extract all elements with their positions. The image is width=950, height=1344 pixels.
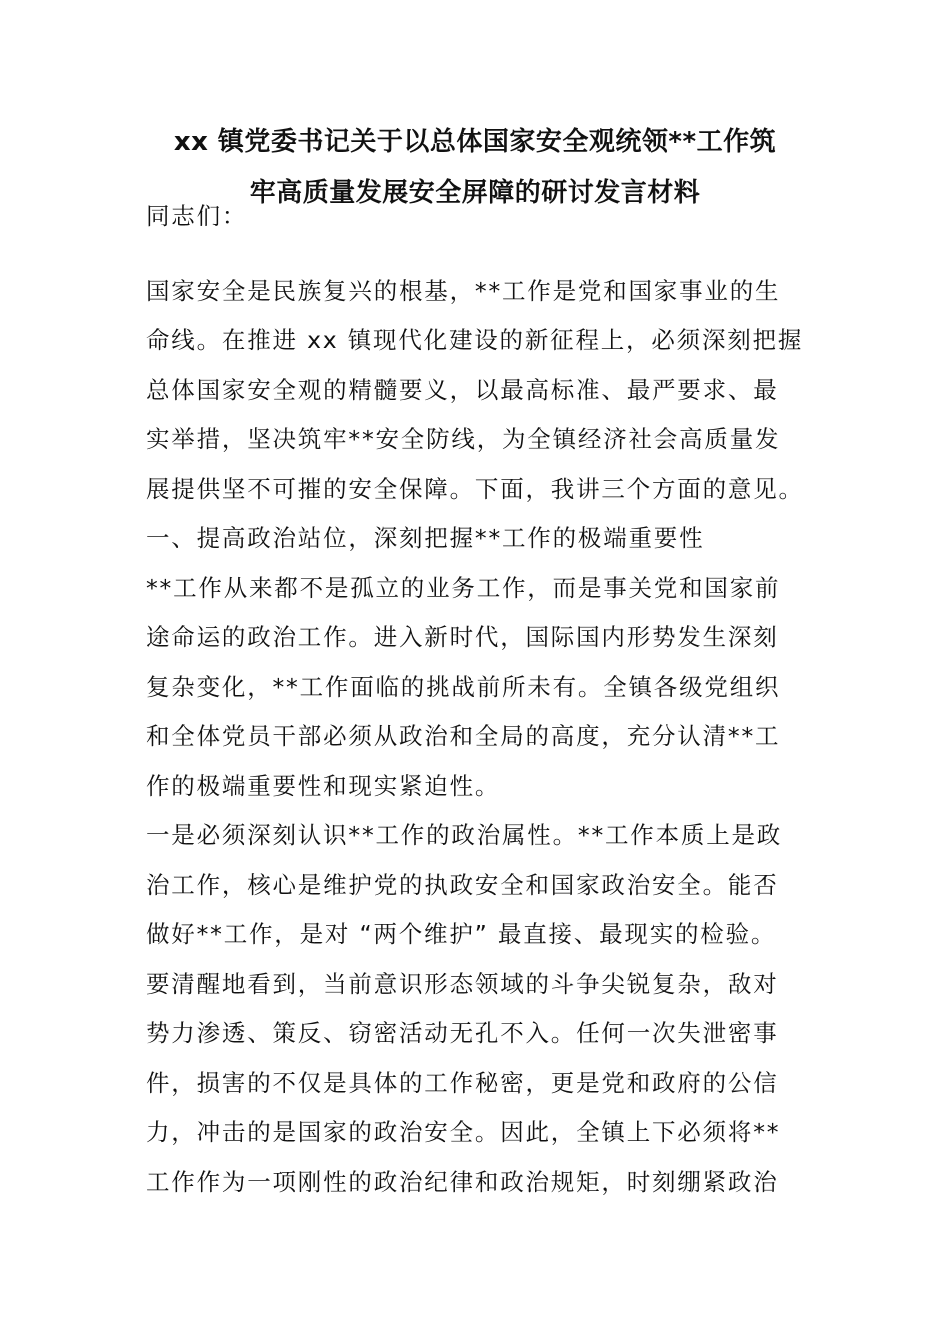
paragraph-line: 作的极端重要性和现实紧迫性。 [146, 772, 501, 800]
paragraph-line: 一是必须深刻认识**工作的政治属性。**工作本质上是政 [146, 821, 783, 849]
paragraph-line: 展提供坚不可摧的安全保障。下面，我讲三个方面的意见。 [146, 475, 804, 503]
paragraph-line: 总体国家安全观的精髓要义，以最高标准、最严要求、最 [146, 376, 779, 404]
paragraph-line: 命线。在推进 xx 镇现代化建设的新征程上，必须深刻把握 [146, 326, 804, 354]
paragraph-line: 国家安全是民族复兴的根基，**工作是党和国家事业的生 [146, 277, 781, 305]
document-title-line-2: 牢高质量发展安全屏障的研讨发言材料 [249, 178, 701, 208]
paragraph-line: 治工作，核心是维护党的执政安全和国家政治安全。能否 [146, 871, 779, 899]
section-heading: 一、提高政治站位，深刻把握**工作的极端重要性 [146, 524, 705, 552]
paragraph-line: 力，冲击的是国家的政治安全。因此，全镇上下必须将** [146, 1118, 781, 1146]
paragraph-line: 做好**工作，是对 “两个维护” 最直接、最现实的检验。 [146, 920, 777, 948]
paragraph-line: 途命运的政治工作。进入新时代，国际国内形势发生深刻 [146, 623, 779, 651]
paragraph-line: 和全体党员干部必须从政治和全局的高度，充分认清**工 [146, 722, 781, 750]
paragraph-line: **工作从来都不是孤立的业务工作，而是事关党和国家前 [146, 574, 781, 602]
paragraph-line: 工作作为一项刚性的政治纪律和政治规矩，时刻绷紧政治 [146, 1168, 779, 1196]
document-title-line-1: xx 镇党委书记关于以总体国家安全观统领**工作筑 [173, 127, 777, 157]
paragraph-line: 复杂变化，**工作面临的挑战前所未有。全镇各级党组织 [146, 673, 781, 701]
paragraph-line: 势力渗透、策反、窃密活动无孔不入。任何一次失泄密事 [146, 1019, 779, 1047]
paragraph-line: 件，损害的不仅是具体的工作秘密，更是党和政府的公信 [146, 1069, 779, 1097]
paragraph-line: 实举措，坚决筑牢**安全防线，为全镇经济社会高质量发 [146, 425, 781, 453]
paragraph-line: 要清醒地看到，当前意识形态领域的斗争尖锐复杂，敌对 [146, 970, 779, 998]
salutation: 同志们： [146, 202, 248, 230]
